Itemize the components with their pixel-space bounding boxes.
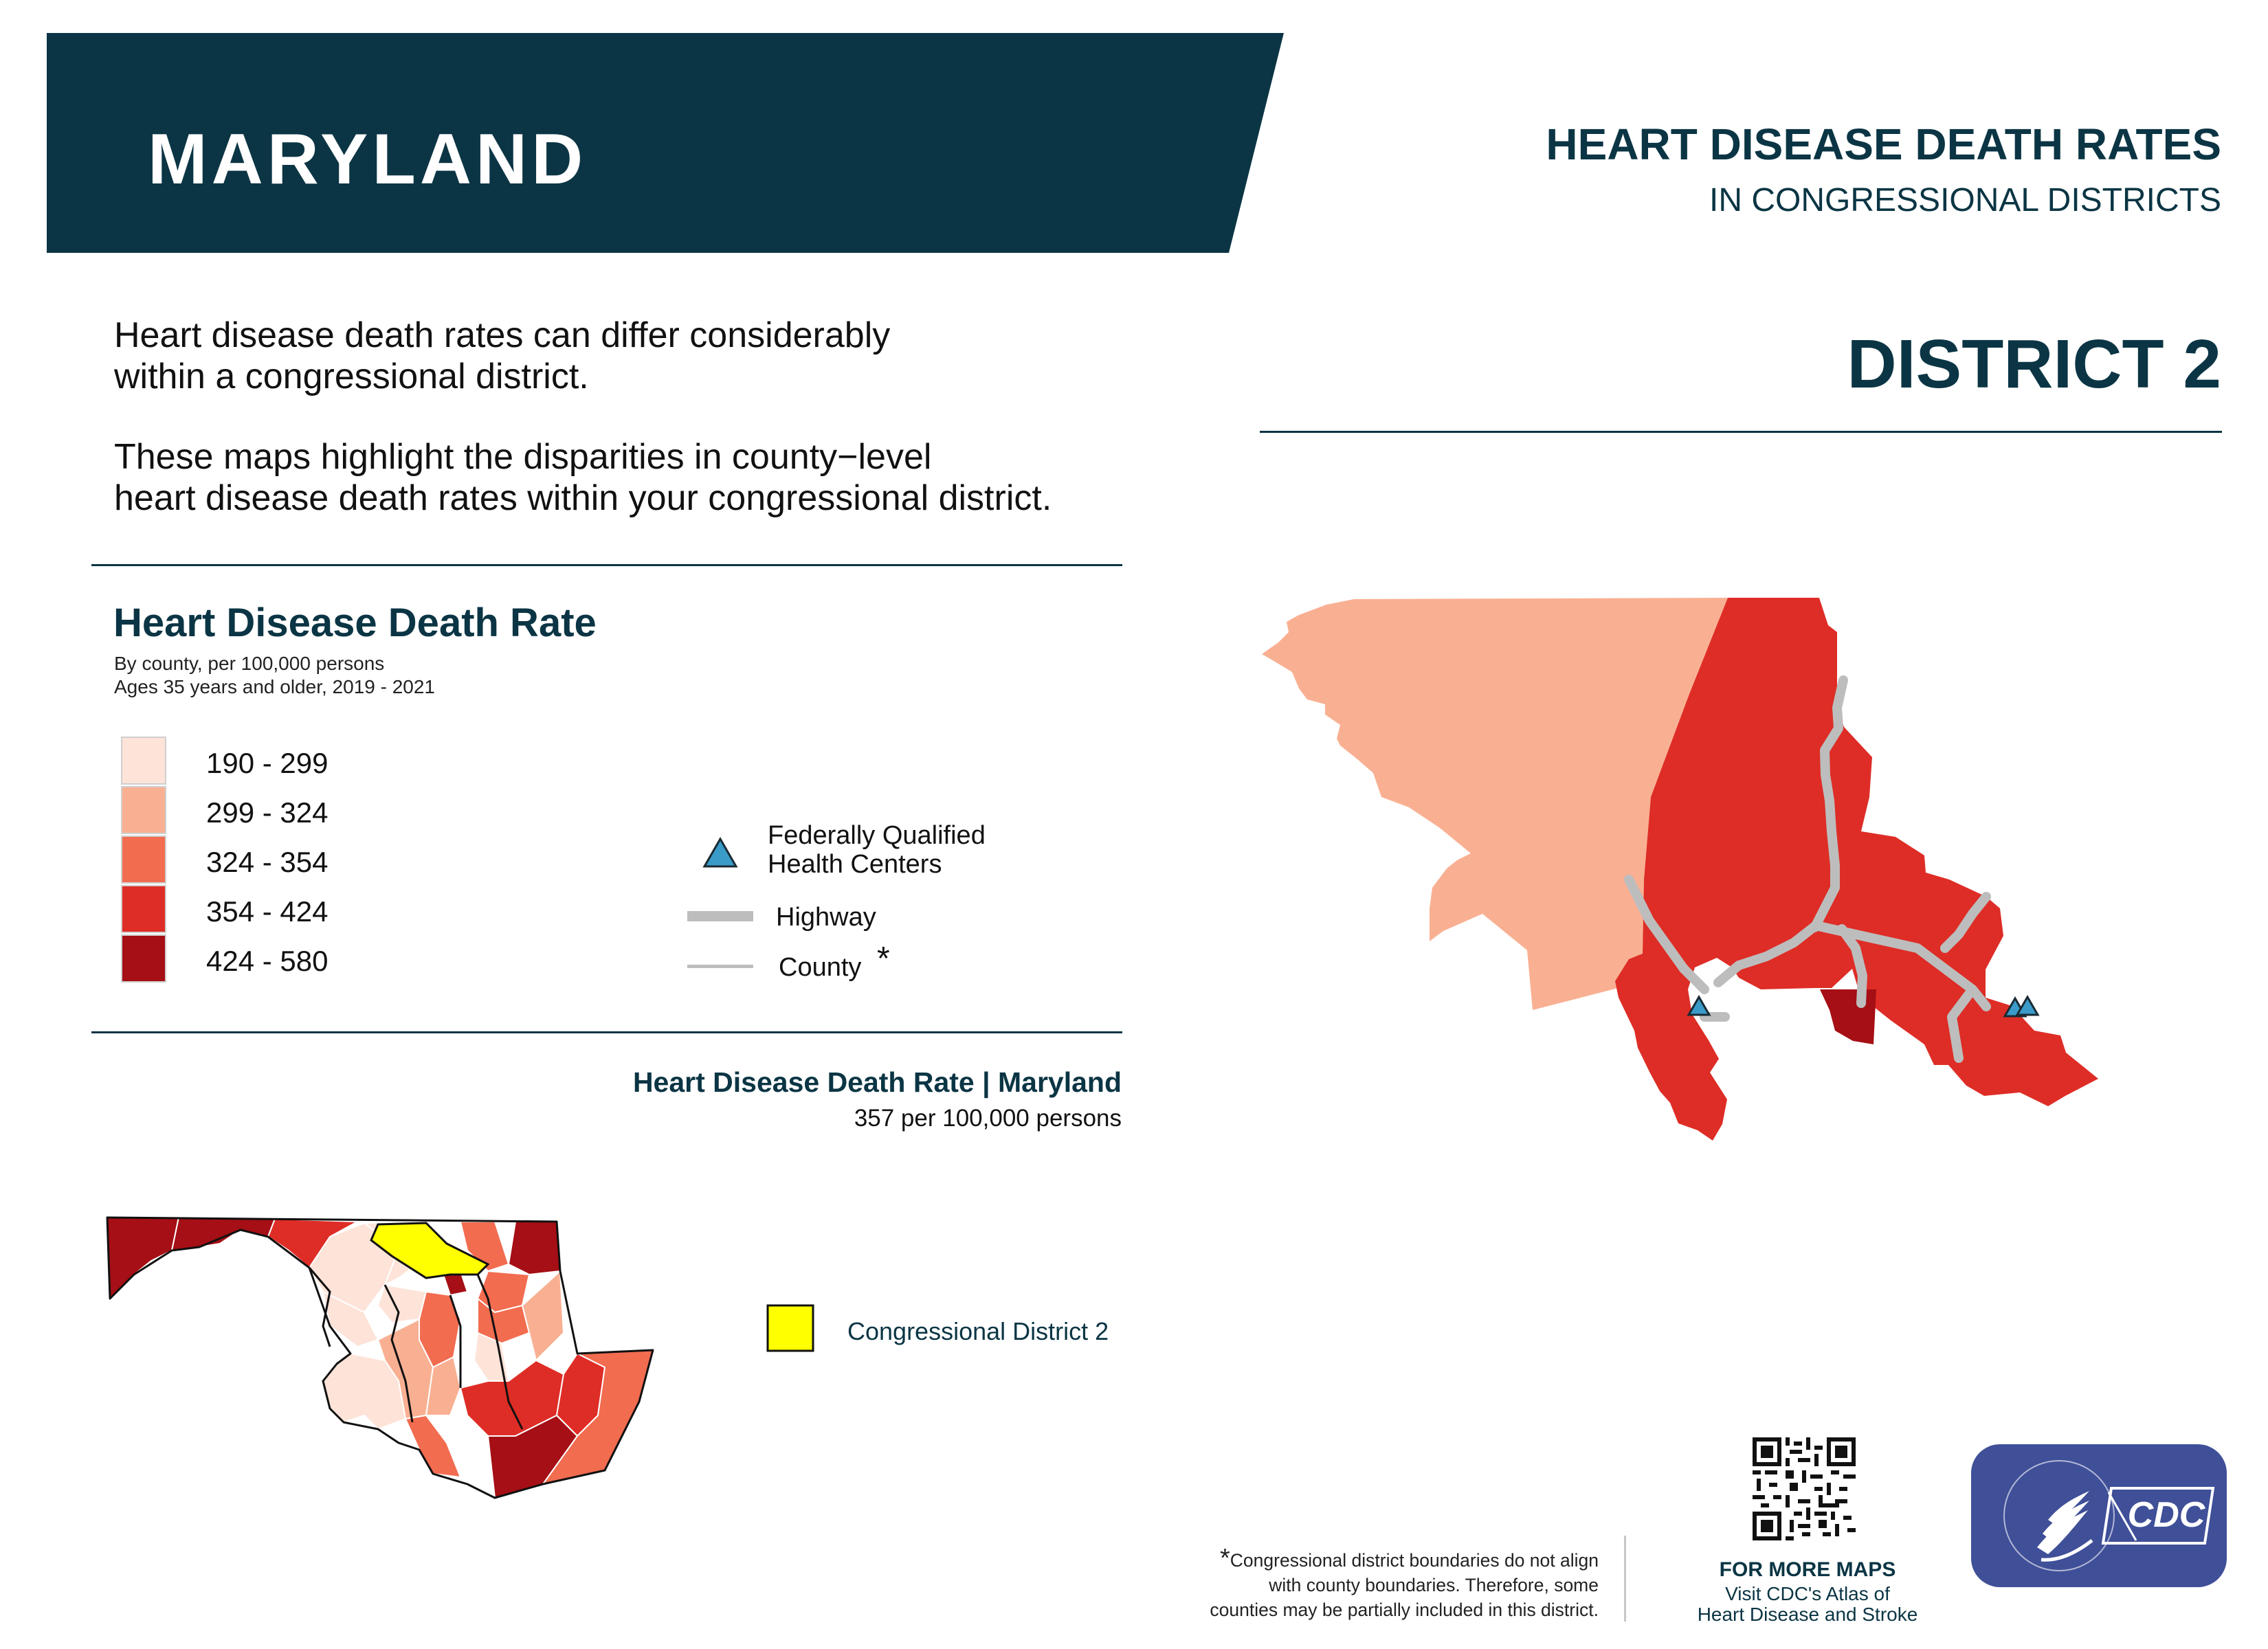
intro-line-3: These maps highlight the disparities in county−level [114,437,932,477]
maryland-state-map [103,1209,667,1512]
more-maps-line-1: Visit CDC's Atlas of [1725,1583,1890,1604]
footnote [1104,1546,1599,1622]
footnote-line-2: with county boundaries. Therefore, some [1269,1575,1599,1595]
state-title: MARYLAND [148,120,588,199]
legend-subtitle-1: By county, per 100,000 persons [114,653,385,674]
intro-divider [91,564,1122,566]
more-maps-title: FOR MORE MAPS [1719,1558,1896,1581]
district-title: DISTRICT 2 [1847,326,2221,403]
county-garrett [107,1218,179,1299]
intro-line-2: within a congressional district. [114,357,589,396]
cdc-logo-text: CDC [2127,1495,2205,1535]
intro-line-4: heart disease death rates within your congressional district. [114,478,1052,518]
state-rate-title: Heart Disease Death Rate | Maryland [632,1066,1122,1098]
district-legend-swatch [766,1304,814,1352]
legend-title: Heart Disease Death Rate [113,601,597,645]
sub-title: IN CONGRESSIONAL DISTRICTS [1709,182,2221,218]
legend-class-label-2: 299 - 324 [206,796,329,829]
district-legend-label: Congressional District 2 [847,1317,1109,1345]
footnote-asterisk: * [1219,1544,1230,1573]
fqhc-label-1: Federally Qualified [768,821,986,850]
legend-class-label-5: 424 - 580 [206,945,329,977]
footnote-line-1: Congressional district boundaries do not align [1230,1550,1599,1571]
district-county-baltimore-city [1820,989,1876,1044]
county-cecil [509,1222,560,1275]
county-asterisk: * [877,941,890,977]
state-rate-value: 357 per 100,000 persons [854,1105,1122,1132]
legend-subtitle-2: Ages 35 years and older, 2019 - 2021 [114,676,436,697]
county-label: County [779,953,862,982]
legend-swatch-3 [121,835,166,884]
qr-code-icon[interactable] [1753,1437,1856,1540]
county-caroline [522,1271,564,1360]
legend-class-label-1: 190 - 299 [206,747,329,779]
legend-swatch-4 [121,885,166,933]
legend-swatch-2 [121,786,166,834]
hhs-cdc-logo[interactable] [1971,1444,2227,1587]
legend-class-label-3: 324 - 354 [206,846,329,878]
highway-label: Highway [776,903,876,932]
district-2-map [1258,591,2179,1161]
intro-line-1: Heart disease death rates can differ considerably [114,315,891,355]
county-line-icon [687,965,753,968]
footer-divider [1624,1536,1626,1622]
legend-divider [91,1031,1122,1033]
fqhc-label-2: Health Centers [768,850,942,879]
legend-class-label-4: 354 - 424 [206,895,329,928]
highway-line-icon [687,911,753,921]
footnote-line-3: counties may be partially included in this district. [1210,1600,1599,1620]
county-st-marys [405,1415,460,1477]
main-title: HEART DISEASE DEATH RATES [1546,120,2221,169]
legend-swatch-5 [121,934,166,983]
fqhc-triangle-icon [702,837,738,868]
district-divider [1260,431,2222,433]
county-howard [378,1285,426,1323]
more-maps-line-2: Heart Disease and Stroke [1697,1604,1918,1625]
fqhc-marker-1 [1689,997,1709,1015]
legend-swatch-1 [121,737,166,785]
